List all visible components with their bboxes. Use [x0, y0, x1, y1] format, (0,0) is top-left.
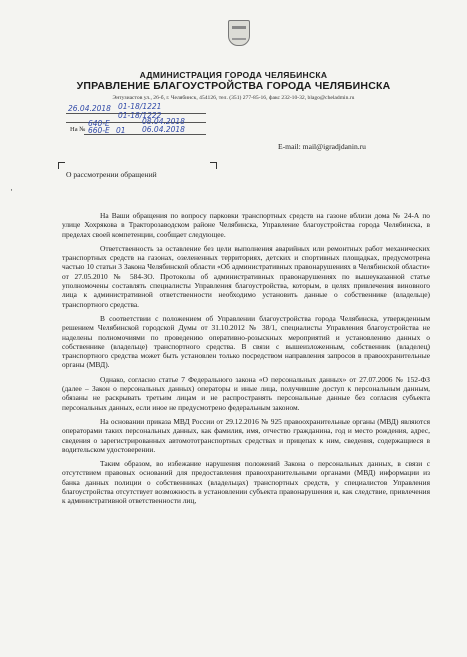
letterhead-address: Энтузиастов ул., 26-б, г. Челябинск, 454126, тел. (351) 277-85-16, факс 232-10-32, blago@cheladmin.ru: [112, 95, 355, 101]
paragraph: В соответствии с положением об Управлении благоустройства города Челябинска, утвержденным решением Челябинской городской Думы от 31.10.2012 № 38/1, специалисты Управления благоустройства не наделены полномочиями по проведению оперативно-розыскных мероприятий и установлению данных о собственнике (владельце) транспортного средства. В связи с вышеизложенным, собственник (владелец) транспортного средства может быть установлен только посредством направления запросов в правоохранительные органы (МВД).: [62, 313, 430, 370]
reference-date-1: 08.04.2018: [142, 117, 185, 126]
paragraph: Однако, согласно статье 7 Федерального закона «О персональных данных» от 27.07.2006 № 152-ФЗ (далее – Закон о персональных данных) операторы и иные лица, получившие доступ к персональным данным, обязаны не раскрывать третьим лицам и не распространять персональные данные без согласия субъекта персональных данных, если иное не предусмотрено федеральным законом.: [62, 374, 430, 412]
subject-bracket-right: [210, 162, 217, 169]
paragraph: Ответственность за оставление без цели выполнения аварийных или ремонтных работ механических транспортных средств на газонах, озелененных территориях, детских и спортивных площадках, предусмотрена частью 10 статьи 3 Закона Челябинской области «Об административных правонарушениях в Челябинской области» от 27.05.2010 № 584-ЗО. Протоколы об административных правонарушениях по вышеуказанной статье уполномочены составлять специалисты Управления благоустройства, которым, в целях привлечения виновного лица к административной ответственности необходимо установить данные о собственнике (владельце) транспортного средства.: [62, 243, 430, 309]
registration-date: 26.04.2018: [68, 104, 111, 113]
registration-number-2: 01-18/1222: [118, 111, 162, 120]
reference-label: На №: [70, 126, 86, 133]
letterhead-administration: АДМИНИСТРАЦИЯ ГОРОДА ЧЕЛЯБИНСКА: [139, 70, 328, 80]
margin-mark: ·: [10, 185, 13, 195]
reference-line: [84, 134, 206, 135]
letter-subject: О рассмотрении обращений: [66, 170, 157, 179]
paragraph: На Ваши обращения по вопросу парковки транспортных средств на газоне вблизи дома № 24-А по улице Хохрякова в Тракторозаводском районе Челябинска, Управление благоустройства города Челябинска, в пределах своей компетенции, сообщает следующее.: [62, 211, 430, 239]
reference-number-2: 660-Е: [88, 126, 110, 135]
recipient-email: E-mail: mail@igradjdanin.ru: [278, 142, 366, 151]
letterhead-department: УПРАВЛЕНИЕ БЛАГОУСТРОЙСТВА ГОРОДА ЧЕЛЯБИНСКА: [76, 80, 391, 92]
reference-number-1: 640-Е: [88, 119, 110, 128]
registration-number: 01-18/1221: [118, 102, 162, 111]
registration-line-2: [66, 122, 206, 123]
coat-of-arms-icon: [228, 20, 250, 46]
reference-suffix: 01: [116, 126, 126, 135]
letter-body: [62, 211, 430, 511]
paragraph: Таким образом, во избежание нарушения положений Закона о персональных данных, в связи с отсутствием правовых оснований для предоставления правоохранительными органами (МВД) информации из банка данных полиции о собственниках (владельцах) транспортных средств, у специалистов Управления благоустройства отсутствует возможность в установлении субъекта правонарушения и, как следствие, привлечения к административной ответственности лиц,: [62, 459, 430, 506]
subject-bracket-left: [58, 162, 65, 169]
reference-date-2: 06.04.2018: [142, 125, 185, 134]
paragraph: На основании приказа МВД России от 29.12.2016 № 925 правоохранительные органы (МВД) являются операторами таких персональных данных, как фамилия, имя, отчество гражданина, год и место рождения, адрес, сведения о зарегистрированных автомототранспортных средствах и прицепах к ним, сведения, содержащиеся в водительском удостоверении.: [62, 416, 430, 454]
